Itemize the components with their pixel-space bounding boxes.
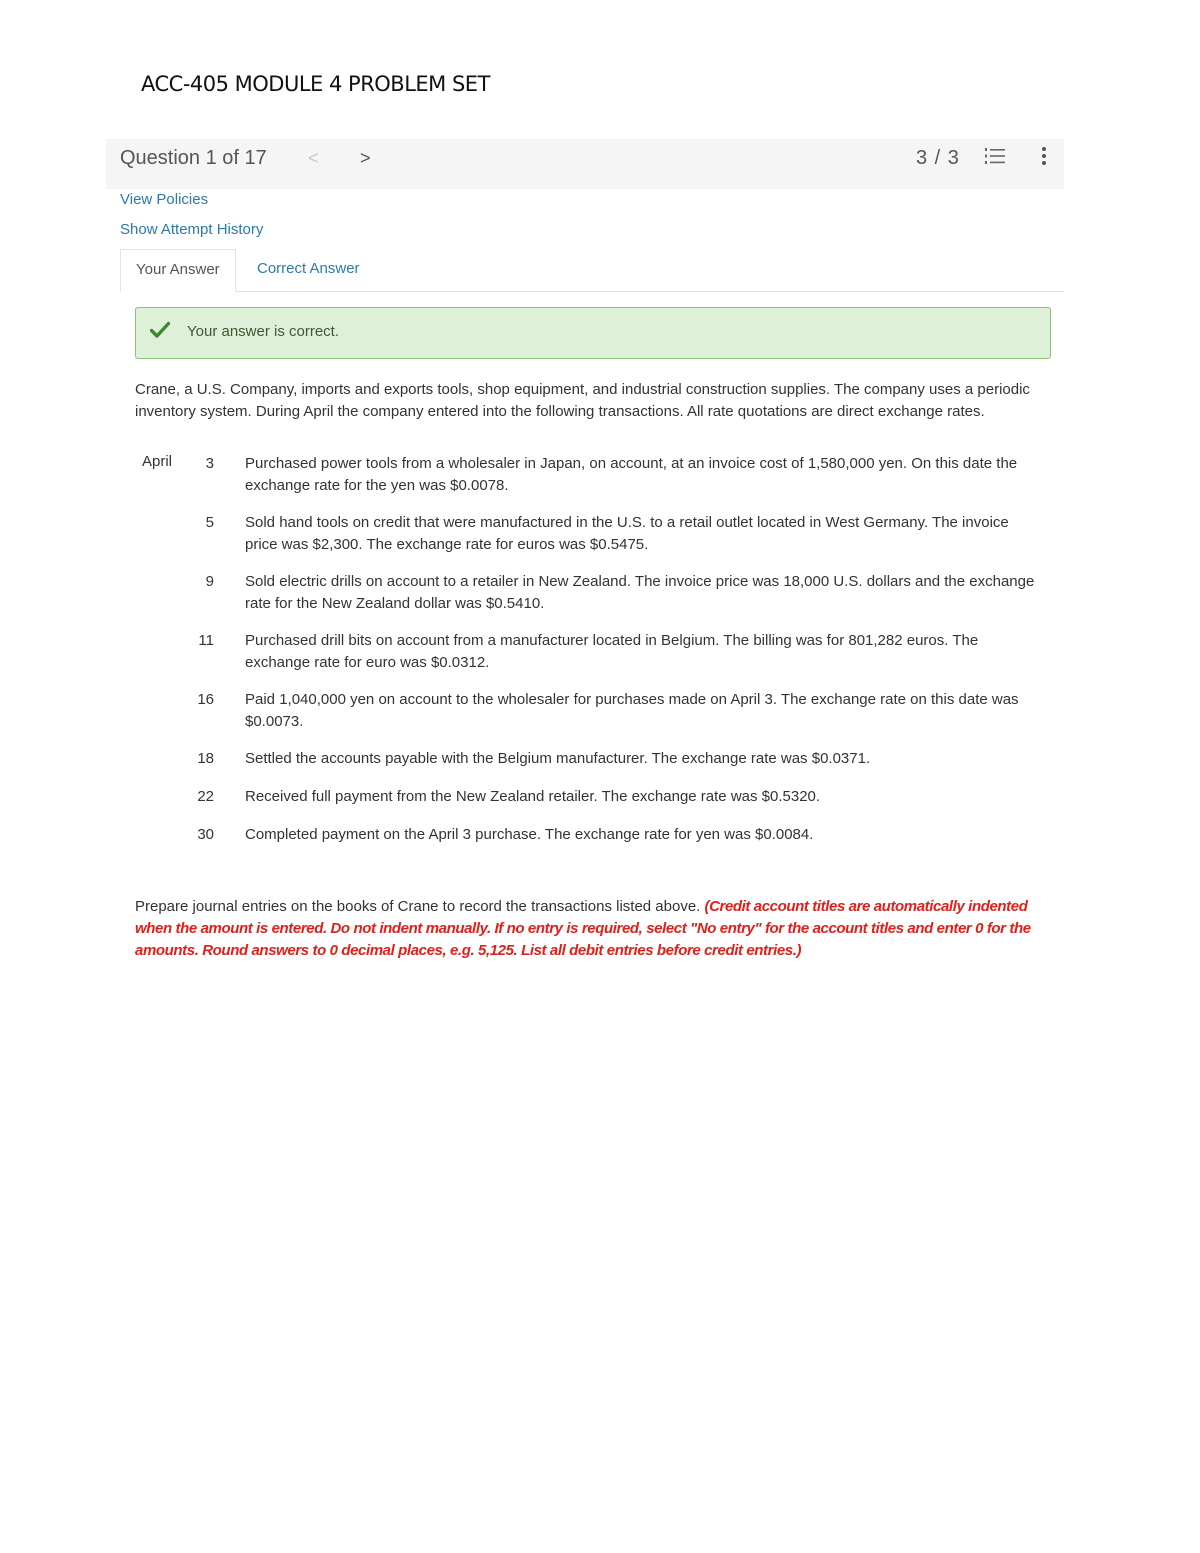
problem-intro: Crane, a U.S. Company, imports and exports tools, shop equipment, and industrial construction supplies. The company uses a periodic inventory system. During April the company entered into the following transactions. All rate quotations are direct exchange rates. (135, 381, 1030, 420)
check-icon (150, 321, 170, 339)
previous-question-button[interactable]: < (308, 148, 319, 168)
list-numbered-icon[interactable] (984, 145, 1006, 167)
question-counter: Question 1 of 17 (120, 147, 267, 169)
transaction-text: Purchased power tools from a wholesaler in Japan, on account, at an invoice cost of 1,580,000 yen. On this date the exchange rate for the yen was $0.0078. (245, 455, 1018, 494)
feedback-text: Your answer is correct. (187, 323, 340, 340)
instructions (135, 896, 1060, 962)
next-question-button[interactable]: > (360, 148, 371, 168)
transaction-day: 30 (197, 826, 214, 843)
transaction-text: Received full payment from the New Zealand retailer. The exchange rate was $0.5320. (245, 788, 821, 805)
tab-your-answer[interactable]: Your Answer (120, 249, 236, 292)
transaction-day: 9 (205, 573, 214, 590)
view-policies-link[interactable]: View Policies (120, 191, 209, 208)
transaction-day: 18 (197, 750, 214, 767)
transaction-day: 16 (197, 691, 214, 708)
question-header-bar (106, 139, 1064, 189)
correct-answer-alert (135, 307, 1051, 359)
instructions-note: (Credit account titles are automatically indented when the amount is entered. Do not indent manually. If no entry is required, select "No entry" for the account titles and enter 0 for the amounts. Round answers to 0 decimal places, e.g. 5,125. List all debit entries before credit entries.) (135, 898, 1031, 959)
transaction-text: Purchased drill bits on account from a manufacturer located in Belgium. The billing was for 801,282 euros. The exchange rate for euro was $0.0312. (245, 632, 979, 671)
transactions-month: April (142, 453, 173, 470)
transaction-text: Sold electric drills on account to a retailer in New Zealand. The invoice price was 18,000 U.S. dollars and the exchange rate for the New Zealand dollar was $0.5410. (245, 573, 1035, 612)
answer-tabs (120, 249, 1064, 292)
more-vertical-icon[interactable] (1034, 145, 1054, 167)
score-display: 3 / 3 (916, 147, 960, 169)
transaction-text: Sold hand tools on credit that were manufactured in the U.S. to a retail outlet located in West Germany. The invoice price was $2,300. The exchange rate for euros was $0.5475. (245, 514, 1009, 553)
transaction-day: 11 (198, 632, 214, 649)
transaction-day: 5 (205, 514, 214, 531)
transaction-day: 22 (197, 788, 214, 805)
question-panel (106, 139, 1064, 975)
transaction-text: Paid 1,040,000 yen on account to the wholesaler for purchases made on April 3. The exchange rate on this date was $0.0073. (245, 691, 1019, 730)
transaction-text: Settled the accounts payable with the Belgium manufacturer. The exchange rate was $0.0371. (245, 750, 871, 767)
show-attempt-history-link[interactable]: Show Attempt History (120, 221, 264, 238)
document-title: ACC-405 MODULE 4 PROBLEM SET (141, 72, 490, 96)
transaction-text: Completed payment on the April 3 purchase. The exchange rate for yen was $0.0084. (245, 826, 814, 843)
instructions-text: Prepare journal entries on the books of Crane to record the transactions listed above. (135, 898, 701, 915)
tab-correct-answer[interactable]: Correct Answer (257, 260, 360, 277)
transaction-day: 3 (205, 455, 214, 472)
